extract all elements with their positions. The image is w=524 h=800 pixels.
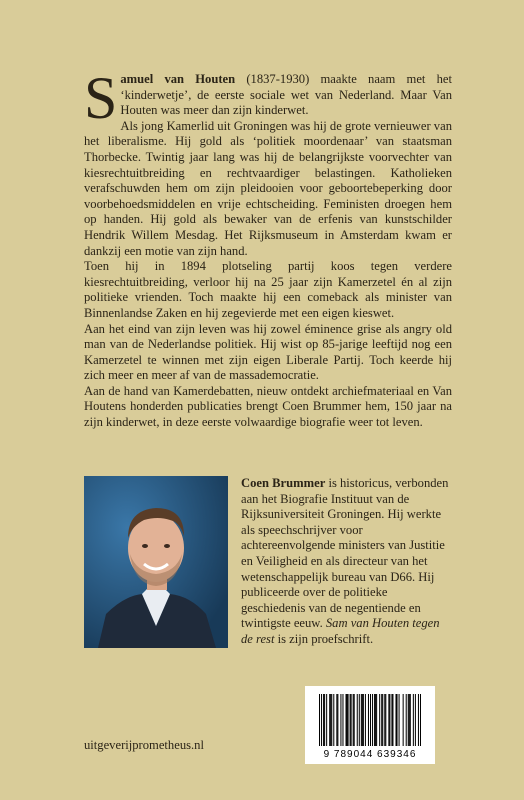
barcode-bar (330, 694, 331, 746)
barcode-bar (336, 694, 337, 746)
barcode-bar (388, 694, 389, 746)
barcode-bar (420, 694, 421, 746)
barcode-bar (362, 694, 363, 746)
blurb-paragraph: Toen hij in 1894 plotseling partij koos tegen verdere kiesrechtuitbreiding, verloor hij na 25 jaar zijn Kamerzetel én al zijn politieke vrienden. Toch maakte hij een comeback als minister van Binnenlandse Zaken en hij zegevierde met een eigen kieswet. (84, 259, 452, 320)
barcode-bar (372, 694, 373, 746)
barcode-bar (375, 694, 376, 746)
barcode-bar (408, 694, 409, 746)
barcode-bar (347, 694, 348, 746)
barcode-bar (361, 694, 362, 746)
blurb-paragraph: Aan het eind van zijn leven was hij zowel éminence grise als angry old man van de Nederlandse politiek. Hij wist op 85-jarige leeftijd nog een Kamerzetel te winnen met zijn eigen Liberale Partij. Toch keerde hij zich meer en meer af van de massademocratie. (84, 321, 452, 383)
drop-cap: S (84, 65, 118, 131)
barcode-bar (329, 694, 330, 746)
barcode-bar (385, 694, 386, 746)
author-bio (241, 476, 453, 648)
barcode-bar (365, 694, 366, 746)
barcode-bar (326, 694, 327, 746)
barcode-bar (359, 694, 360, 746)
author-name: amuel van Houten (120, 72, 236, 86)
barcode-bar (382, 694, 383, 746)
barcode-bar (396, 694, 397, 746)
barcode-bar (353, 694, 354, 746)
barcode-bar (348, 694, 349, 746)
barcode-bar (374, 694, 375, 746)
blurb-paragraph: Aan de hand van Kamerdebatten, nieuw ontdekt archiefmateriaal en Van Houtens honderden publicaties brengt Coen Brummer hem, 150 jaar na zijn kinderwet, in deze eerste volwaardige biografie weer tot leven. (84, 383, 452, 430)
intro-text: (1837-1930) maakte naam met het ‘kinderwetje’, de eerste sociale wet van Nederland. Maar Van Houten was meer dan zijn kinderwet. (120, 72, 452, 118)
barcode-bar (381, 694, 382, 746)
barcode-bar (354, 694, 355, 746)
barcode-bar (410, 694, 411, 746)
barcode-bar (403, 694, 404, 746)
barcode-bar (351, 694, 352, 746)
barcode-bar (319, 694, 320, 746)
barcode-bar (397, 694, 398, 746)
bio-text-end: is zijn proefschrift. (274, 631, 374, 646)
barcode-bar (357, 694, 358, 746)
barcode-bar (321, 694, 322, 746)
barcode-bar (324, 694, 325, 746)
barcode-bar (409, 694, 410, 746)
bio-author-name: Coen Brummer (241, 476, 326, 490)
author-portrait-illustration (84, 476, 228, 648)
barcode-bar (333, 694, 334, 746)
barcode-bar (391, 694, 392, 746)
isbn-number: 9 789044 639346 (323, 749, 417, 760)
barcode-bar (363, 694, 364, 746)
barcode-bar (342, 694, 343, 746)
barcode-bar (413, 694, 414, 746)
barcode-bar (331, 694, 332, 746)
barcode-bar (392, 694, 393, 746)
barcode-bar (384, 694, 385, 746)
barcode-bar (323, 694, 324, 746)
barcode-bar (337, 694, 338, 746)
author-photo (84, 476, 228, 648)
barcode-bar (368, 694, 369, 746)
barcode-bar (370, 694, 371, 746)
intro-paragraph (84, 65, 452, 131)
barcode-bar (346, 694, 347, 746)
thesis-title: Sam van Houten tegen de rest (241, 616, 440, 646)
barcode-bar (379, 694, 380, 746)
barcode-bar (415, 694, 416, 746)
barcode-bar (376, 694, 377, 746)
barcode-bar (418, 694, 419, 746)
isbn-barcode (305, 686, 435, 764)
barcode-bar (406, 694, 407, 746)
barcode-bar (340, 694, 341, 746)
bio-text: is historicus, verbonden aan het Biografie Instituut van de Rijksuniversiteit Groningen. Hij werkte als speechschrijver voor achtereenvolgende ministers van Justitie en Veiligheid en als directeur van het wetenschappelijk bureau van D66. Hij publiceerde over de politieke geschiedenis van de negentiende en twintigste eeuw. (241, 476, 449, 631)
barcode-bar (389, 694, 390, 746)
back-cover-blurb (84, 65, 452, 431)
publisher-url: uitgeverijprometheus.nl (84, 738, 204, 752)
blurb-paragraph: Als jong Kamerlid uit Groningen was hij de grote vernieuwer van het liberalisme. Hij gold als ‘politiek moordenaar’ van staatsman Thorbecke. Twintig jaar lang was hij de belangrijkste voorvechter van kiesrechtuitbreiding en rechtvaardiger belastingen. Katholieken verafschuwden hem om zijn pleidooien voor geboortebeperking door voorbehoedsmiddelen en vrije echtscheiding. Feministen droegen hem op handen. Hij gold als bewaker van de erfenis van kunstschilder Hendrik Willem Mesdag. Het Rijksmuseum in Amsterdam kwam er dankzij een motie van zijn hand. (84, 118, 452, 258)
barcode-bar (350, 694, 351, 746)
barcode-bar (399, 694, 400, 746)
